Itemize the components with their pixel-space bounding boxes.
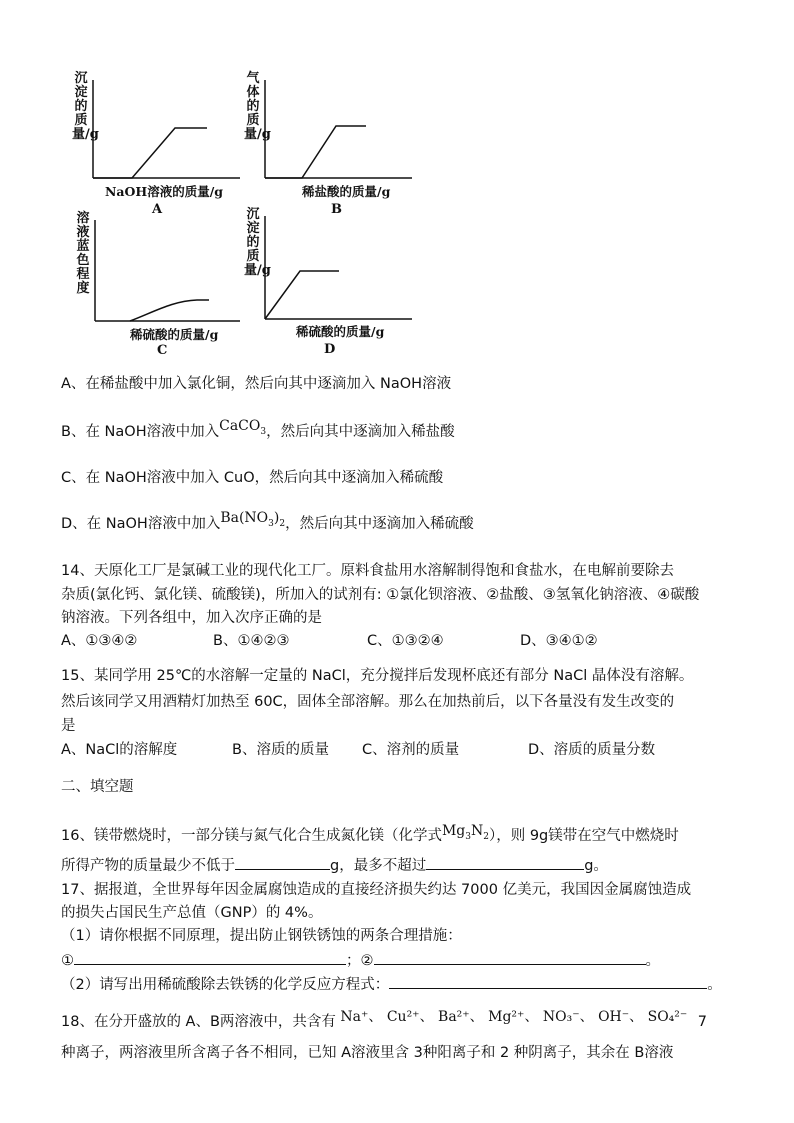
q17-blank-measure-1[interactable]: [74, 950, 346, 965]
graph-a-plot: [72, 68, 242, 188]
graph-d-xlabel: 稀硫酸的质量/g: [296, 324, 385, 339]
graph-d-letter: D: [324, 342, 336, 357]
q14-line1: 14、天原化工厂是氯碱工业的现代化工厂。原料食盐用水溶解制得饱和食盐水，在电解前要除去: [61, 563, 674, 579]
ion-so4: SO₄²⁻: [647, 1009, 688, 1025]
q17-line4: ① ；② 。: [61, 950, 660, 971]
graph-a-letter: A: [152, 202, 163, 217]
q15-option-b: B、溶质的质量: [232, 742, 329, 758]
graph-b-curve: [265, 126, 366, 178]
graph-d-plot: [244, 204, 414, 328]
q15-line1: 15、某同学用 25℃的水溶解一定量的 NaCl，充分搅拌后发现杯底还有部分 NaCl 晶体没有溶解。: [61, 668, 694, 684]
graph-b-letter: B: [331, 202, 342, 217]
graph-a: [72, 68, 242, 218]
graph-c-curve: [130, 300, 209, 321]
graph-b: [244, 68, 414, 218]
q15-option-d: D、溶质的质量分数: [528, 742, 656, 758]
q13-option-d: [61, 510, 474, 540]
graph-b-ylabel: 气体的质量/g: [244, 71, 271, 142]
ion-oh: OH⁻: [598, 1009, 630, 1025]
q13-option-a: A、在稀盐酸中加入氯化铜，然后向其中逐滴加入 NaOH溶液: [61, 376, 452, 392]
q18-count: 7: [697, 1014, 707, 1030]
graph-d-curve: [265, 271, 339, 319]
q16-line2: 所得产物的质量最少不低于 g，最多不超过 g。: [61, 855, 608, 876]
q17-line1: 17、据报道，全世界每年因金属腐蚀造成的直接经济损失约达 7000 亿美元，我国因金属腐蚀造成: [61, 882, 692, 898]
q18-line1: 18、在分开盛放的 A、B两溶液中，共含有 Na⁺、 Cu²⁺、 Ba²⁺、 Mg²⁺、 NO₃⁻、 OH⁻、 SO₄²⁻ 7: [61, 1009, 707, 1030]
q14-line2: 杂质(氯化钙、氯化镁、硫酸镁)，所加入的试剂有: ①氯化钡溶液、②盐酸、③氢氧化钠溶液、④碳酸: [61, 587, 700, 603]
q13-option-d-chem: $Ba(NO_3)_2$: [220, 510, 286, 529]
q13-option-d-post: ，然后向其中逐滴加入稀硫酸: [285, 516, 474, 532]
q15-line3: 是: [61, 718, 76, 734]
graph-d: [244, 204, 414, 358]
q16-formula: $Mg_3N_2$: [441, 823, 489, 842]
graph-d-ylabel: 沉淀的质量/g: [244, 207, 271, 278]
q16-line1: 16、镁带燃烧时，一部分镁与氮气化合生成氮化镁（化学式$Mg_3N_2$），则 9g镁带在空气中燃烧时: [61, 823, 679, 844]
q14-option-c: C、①③②④: [367, 633, 444, 649]
q13-option-b-post: ，然后向其中逐滴加入稀盐酸: [266, 424, 455, 440]
graph-b-plot: [244, 68, 414, 188]
ion-no3: NO₃⁻: [542, 1009, 580, 1025]
q13-option-b-pre: B、在 NaOH溶液中加入: [61, 424, 220, 440]
q17-blank-equation[interactable]: [389, 974, 707, 989]
q15-line2: 然后该同学又用酒精灯加热至 60C，固体全部溶解。那么在加热前后，以下各量没有发生改变的: [61, 694, 675, 710]
graph-b-xlabel: 稀盐酸的质量/g: [302, 184, 391, 199]
q15-option-c: C、溶剂的质量: [362, 742, 460, 758]
q14-option-b: B、①④②③: [213, 633, 290, 649]
graph-a-curve: [93, 128, 207, 178]
graph-a-xlabel: NaOH溶液的质量/g: [105, 184, 224, 199]
graph-c-letter: C: [157, 343, 168, 358]
ion-mg: Mg²⁺: [488, 1009, 525, 1025]
q15-option-a: A、NaCl的溶解度: [61, 742, 178, 758]
q13-option-b: [61, 418, 455, 448]
q18-line2: 种离子，两溶液里所含离子各不相同，已知 A溶液里含 3种阳离子和 2 种阴离子，其余在 B溶液: [61, 1045, 674, 1061]
graph-c-plot: [72, 208, 242, 328]
q17-line3: （1）请你根据不同原理，提出防止钢铁锈蚀的两条合理措施：: [61, 928, 462, 944]
q17-line5: （2）请写出用稀硫酸除去铁锈的化学反应方程式： 。: [61, 974, 722, 995]
q17-line2: 的损失占国民生产总值（GNP）的 4%。: [61, 905, 323, 921]
q16-blank-min[interactable]: [235, 855, 330, 870]
graph-c-xlabel: 稀硫酸的质量/g: [130, 327, 219, 342]
q17-blank-measure-2[interactable]: [374, 950, 646, 965]
q16-blank-max[interactable]: [426, 855, 584, 870]
ion-cu: Cu²⁺: [386, 1009, 420, 1025]
section-title-fill-in: 二、填空题: [61, 779, 134, 795]
q18-ion-list: Na⁺、 Cu²⁺、 Ba²⁺、 Mg²⁺、 NO₃⁻、 OH⁻、 SO₄²⁻: [340, 1009, 688, 1025]
ion-na: Na⁺: [340, 1009, 369, 1025]
graph-c: [72, 208, 242, 358]
q13-option-c: C、在 NaOH溶液中加入 CuO，然后向其中逐滴加入稀硫酸: [61, 470, 444, 486]
q14-option-a: A、①③④②: [61, 633, 138, 649]
graph-a-ylabel: 沉淀的质量/g: [72, 71, 99, 142]
q13-option-d-pre: D、在 NaOH溶液中加入: [61, 516, 221, 532]
graph-c-ylabel: 溶液蓝色程度: [76, 211, 90, 296]
q14-line3: 钠溶液。下列各组中，加入次序正确的是: [61, 610, 322, 626]
ion-ba: Ba²⁺: [438, 1009, 470, 1025]
q14-option-d: D、③④①②: [520, 633, 598, 649]
q13-option-b-chem: CaCO$_3$: [219, 418, 267, 437]
